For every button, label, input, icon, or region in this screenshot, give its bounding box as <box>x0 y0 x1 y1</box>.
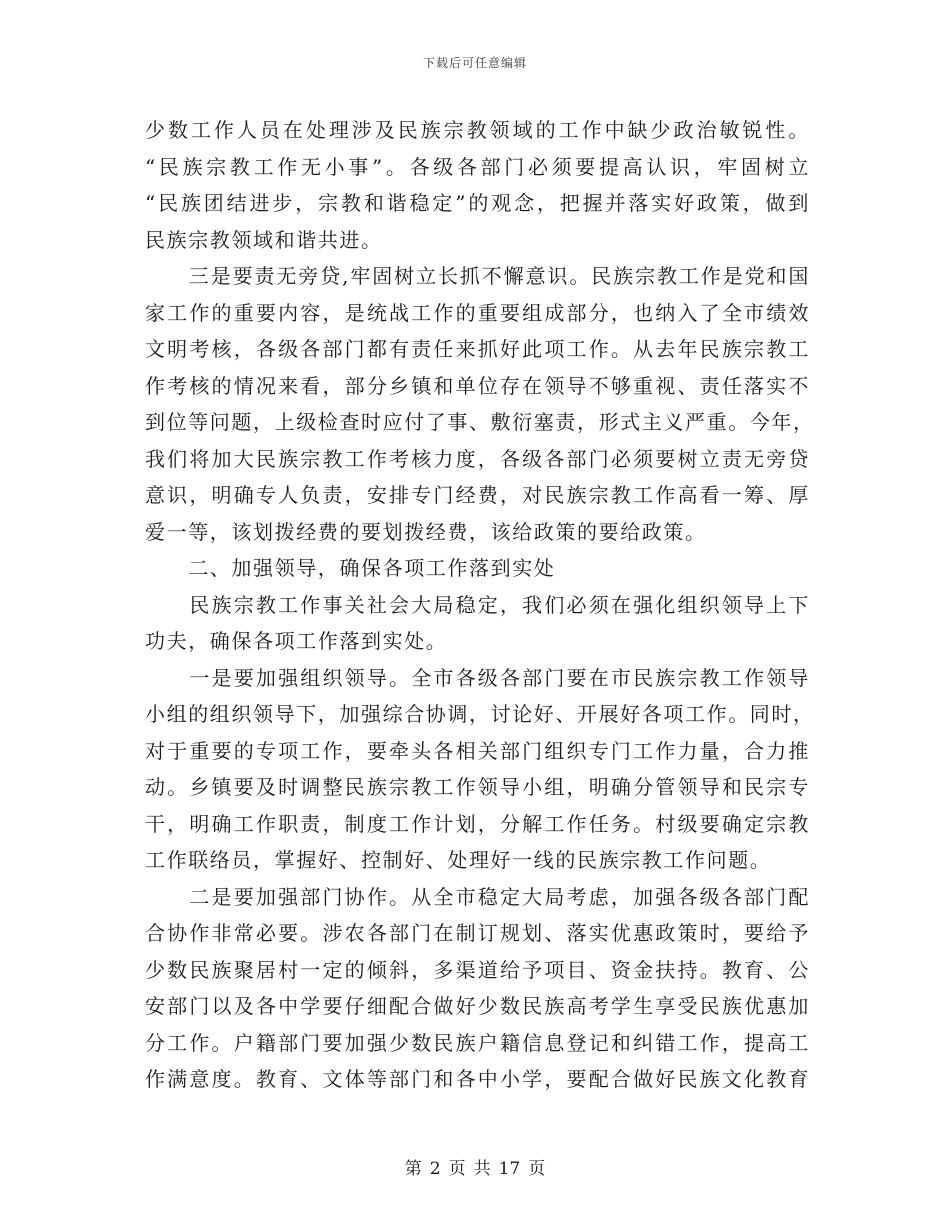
text-line: 干，明确工作职责，制度工作计划，分解工作任务。村级要确定宗教 <box>145 811 810 836</box>
text-line: 爱一等，该划拨经费的要划拨经费，该给政策的要给政策。 <box>145 519 707 544</box>
text-line: 小组的组织领导下，加强综合协调，讨论好、开展好各项工作。同时， <box>145 702 815 726</box>
text-line: 少数民族聚居村一定的倾斜，多渠道给予项目、资金扶持。教育、公 <box>145 957 810 982</box>
text-line: 民族宗教领域和谐共进。 <box>145 227 383 252</box>
header-note: 下载后可任意编辑 <box>422 56 527 70</box>
section-heading: 二、加强领导，确保各项工作落到实处 <box>145 556 556 580</box>
text-line: 我们将加大民族宗教工作考核力度，各级各部门必须要树立责无旁贷 <box>145 446 810 471</box>
text-line: 功夫，确保各项工作落到实处。 <box>145 629 448 653</box>
text-line: 作满意度。教育、文体等部门和各中小学，要配合做好民族文化教育 <box>145 1067 810 1091</box>
text-line: “民族团结进步，宗教和谐稳定”的观念，把握并落实好政策，做到 <box>145 191 810 215</box>
footer-prefix: 第 <box>404 1159 422 1179</box>
body-text <box>145 112 815 1098</box>
text-line: 工作联络员，掌握好、控制好、处理好一线的民族宗教工作问题。 <box>145 848 772 872</box>
text-line: 动。乡镇要及时调整民族宗教工作领导小组，明确分管领导和民宗专 <box>145 775 810 799</box>
text-line: 文明考核，各级各部门都有责任来抓好此项工作。从去年民族宗教工 <box>145 337 810 361</box>
text-line: 意识，明确专人负责，安排专门经费，对民族宗教工作高看一筹、厚 <box>145 483 810 507</box>
text-line: 对于重要的专项工作，要牵头各相关部门组织专门工作力量，合力推 <box>145 738 810 763</box>
text-line: 少数工作人员在处理涉及民族宗教领域的工作中缺少政治敏锐性。 <box>145 118 810 142</box>
page-number: 2 <box>429 1159 441 1179</box>
text-line: 安部门以及各中学要仔细配合做好少数民族高考学生享受民族优惠加 <box>145 994 810 1018</box>
total-pages: 17 <box>498 1159 521 1179</box>
text-line: 二是要加强部门协作。从全市稳定大局考虑，加强各级各部门配 <box>145 884 810 909</box>
text-line: 三是要责无旁贷,牢固树立长抓不懈意识。民族宗教工作是党和国 <box>145 264 810 288</box>
text-line: 作考核的情况来看，部分乡镇和单位存在领导不够重视、责任落实不 <box>145 373 810 398</box>
text-line: 分工作。户籍部门要加强少数民族户籍信息登记和纠错工作，提高工 <box>145 1030 810 1055</box>
text-line: 民族宗教工作事关社会大局稳定，我们必须在强化组织领导上下 <box>145 592 810 617</box>
footer-suffix: 页 <box>528 1159 546 1179</box>
footer-page-word: 页 <box>448 1159 466 1179</box>
text-line: 合协作非常必要。涉农各部门在制订规划、落实优惠政策时，要给予 <box>145 921 810 945</box>
page-footer <box>0 1154 950 1179</box>
text-line: 家工作的重要内容，是统战工作的重要组成部分，也纳入了全市绩效 <box>145 300 810 325</box>
footer-total-word: 共 <box>473 1159 491 1179</box>
text-line: 一是要加强组织领导。全市各级各部门要在市民族宗教工作领导 <box>145 665 810 690</box>
text-line: 到位等问题，上级检查时应付了事、敷衍塞责，形式主义严重。今年， <box>145 410 815 434</box>
text-line: “民族宗教工作无小事”。各级各部门必须要提高认识，牢固树立 <box>145 154 810 179</box>
